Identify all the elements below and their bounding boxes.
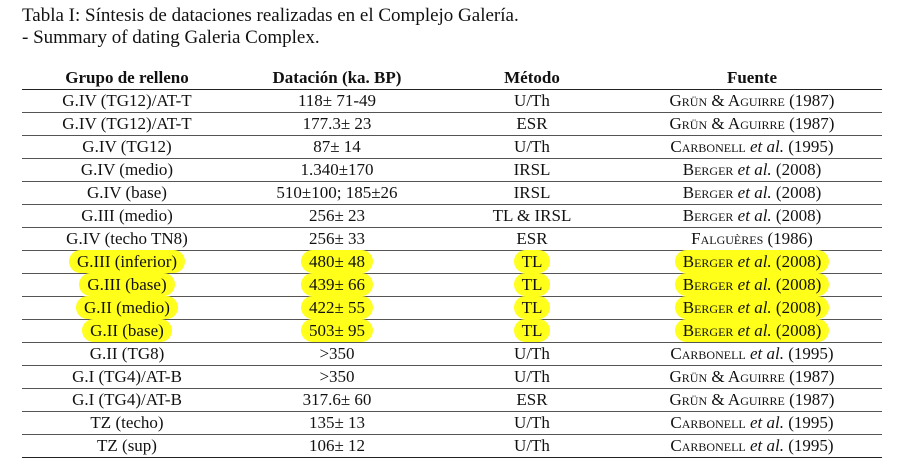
- fuente-etal: et al.: [737, 298, 772, 317]
- grupo-value: G.I (TG4)/AT-B: [72, 367, 182, 386]
- fuente-year: (1987): [784, 390, 835, 409]
- grupo-value: TZ (techo): [90, 413, 164, 432]
- fuente-year: (1995): [784, 137, 834, 156]
- table-row: [22, 182, 882, 205]
- fuente-year: (2008): [771, 321, 822, 340]
- fuente-year: (2008): [771, 298, 822, 317]
- grupo-value: G.IV (base): [87, 183, 167, 202]
- fuente-author: Grün & Aguirre: [669, 114, 785, 133]
- fuente-author: Berger: [682, 183, 738, 202]
- fuente-etal: et al.: [737, 275, 772, 294]
- fuente-cell: [622, 274, 882, 297]
- grupo-cell: [22, 136, 232, 159]
- metodo-cell: [442, 412, 622, 435]
- grupo-value: G.I (TG4)/AT-B: [72, 390, 182, 409]
- metodo-cell: [442, 159, 622, 182]
- grupo-cell: [22, 228, 232, 251]
- datacion-cell: [232, 343, 442, 366]
- datacion-cell: [232, 412, 442, 435]
- fuente-cell: [622, 389, 882, 412]
- datacion-cell: [232, 320, 442, 343]
- fuente-value: [670, 91, 835, 110]
- fuente-cell: [622, 412, 882, 435]
- table-row: [22, 297, 882, 320]
- fuente-etal: et al.: [750, 344, 784, 363]
- table-row: [22, 159, 882, 182]
- metodo-cell: [442, 251, 622, 274]
- datacion-value: 503± 95: [303, 321, 371, 340]
- fuente-value: [670, 390, 835, 409]
- table-row: [22, 389, 882, 412]
- metodo-cell: [442, 182, 622, 205]
- grupo-cell: [22, 320, 232, 343]
- metodo-cell: [442, 435, 622, 458]
- datacion-cell: [232, 136, 442, 159]
- fuente-etal: et al.: [737, 321, 772, 340]
- fuente-year: (2008): [771, 160, 822, 179]
- fuente-year: (1995): [784, 436, 834, 455]
- fuente-etal: et al.: [737, 160, 772, 179]
- fuente-etal: et al.: [750, 137, 784, 156]
- fuente-author: Carbonell: [670, 344, 750, 363]
- fuente-etal: et al.: [737, 206, 772, 225]
- fuente-cell: [622, 366, 882, 389]
- metodo-cell: [442, 205, 622, 228]
- fuente-author: Falguères: [691, 229, 764, 248]
- fuente-cell: [622, 435, 882, 458]
- grupo-cell: [22, 412, 232, 435]
- fuente-author: Carbonell: [670, 137, 750, 156]
- fuente-value: [683, 183, 822, 202]
- grupo-cell: [22, 389, 232, 412]
- metodo-value: ESR: [516, 229, 548, 248]
- datacion-cell: [232, 366, 442, 389]
- grupo-cell: [22, 205, 232, 228]
- metodo-cell: [442, 297, 622, 320]
- metodo-value: IRSL: [513, 183, 551, 202]
- fuente-author: Berger: [682, 321, 738, 340]
- fuente-value: [677, 275, 828, 294]
- datacion-value: 87± 14: [313, 137, 361, 156]
- metodo-value: ESR: [516, 114, 548, 133]
- fuente-year: (1995): [784, 413, 834, 432]
- caption-spanish: Tabla I: Síntesis de dataciones realizadas en el Complejo Galería.: [22, 5, 519, 26]
- fuente-value: [670, 367, 835, 386]
- fuente-author: Grün & Aguirre: [669, 367, 785, 386]
- fuente-year: (2008): [771, 206, 822, 225]
- table-row: [22, 412, 882, 435]
- fuente-author: Carbonell: [670, 436, 750, 455]
- fuente-year: (1987): [784, 367, 835, 386]
- metodo-value: U/Th: [514, 367, 550, 386]
- header-row: [22, 66, 882, 90]
- table-caption: [22, 5, 519, 49]
- fuente-year: (2008): [771, 183, 822, 202]
- metodo-value: TL & IRSL: [492, 206, 572, 225]
- fuente-year: (2008): [771, 275, 822, 294]
- fuente-cell: [622, 251, 882, 274]
- metodo-cell: [442, 366, 622, 389]
- fuente-cell: [622, 205, 882, 228]
- table-body: [22, 90, 882, 458]
- grupo-cell: [22, 297, 232, 320]
- table-row: [22, 90, 882, 113]
- metodo-value: U/Th: [514, 344, 550, 363]
- metodo-value: U/Th: [514, 137, 550, 156]
- metodo-value: IRSL: [513, 160, 551, 179]
- fuente-author: Berger: [682, 160, 738, 179]
- grupo-cell: [22, 435, 232, 458]
- datacion-cell: [232, 113, 442, 136]
- fuente-author: Berger: [682, 275, 738, 294]
- table-row: [22, 343, 882, 366]
- table-row: [22, 113, 882, 136]
- fuente-value: [670, 436, 833, 455]
- datacion-cell: [232, 205, 442, 228]
- fuente-cell: [622, 297, 882, 320]
- datacion-cell: [232, 297, 442, 320]
- grupo-value: G.II (base): [84, 321, 170, 340]
- datacion-value: 439± 66: [303, 275, 371, 294]
- caption-english: - Summary of dating Galeria Complex.: [22, 27, 320, 48]
- header-grupo: Grupo de relleno: [22, 66, 232, 90]
- metodo-value: TL: [516, 298, 549, 317]
- datacion-value: >350: [319, 344, 355, 363]
- metodo-value: U/Th: [514, 91, 550, 110]
- grupo-cell: [22, 366, 232, 389]
- fuente-author: Grün & Aguirre: [669, 390, 785, 409]
- table-row: [22, 205, 882, 228]
- grupo-cell: [22, 90, 232, 113]
- metodo-cell: [442, 90, 622, 113]
- datacion-cell: [232, 228, 442, 251]
- grupo-value: G.II (TG8): [89, 344, 165, 363]
- fuente-cell: [622, 182, 882, 205]
- metodo-value: TL: [516, 275, 549, 294]
- grupo-value: G.III (inferior): [71, 252, 183, 271]
- table-row: [22, 274, 882, 297]
- metodo-value: TL: [516, 252, 549, 271]
- table-row: [22, 320, 882, 343]
- fuente-author: Berger: [682, 298, 738, 317]
- grupo-value: G.III (base): [81, 275, 172, 294]
- metodo-cell: [442, 113, 622, 136]
- fuente-cell: [622, 228, 882, 251]
- fuente-value: [677, 321, 828, 340]
- fuente-cell: [622, 343, 882, 366]
- grupo-cell: [22, 159, 232, 182]
- datacion-value: 256± 23: [308, 206, 366, 225]
- datacion-value: 177.3± 23: [302, 114, 372, 133]
- fuente-value: [683, 206, 822, 225]
- datacion-cell: [232, 435, 442, 458]
- grupo-cell: [22, 274, 232, 297]
- datacion-cell: [232, 389, 442, 412]
- grupo-value: G.III (medio): [81, 206, 173, 225]
- fuente-value: [670, 114, 835, 133]
- datacion-cell: [232, 274, 442, 297]
- metodo-cell: [442, 343, 622, 366]
- grupo-cell: [22, 113, 232, 136]
- table-row: [22, 251, 882, 274]
- datacion-value: 106± 12: [308, 436, 366, 455]
- datacion-value: 422± 55: [303, 298, 371, 317]
- metodo-value: ESR: [516, 390, 548, 409]
- fuente-year: (1995): [784, 344, 834, 363]
- fuente-year: (1987): [784, 91, 835, 110]
- grupo-value: G.II (medio): [78, 298, 176, 317]
- grupo-value: G.IV (TG12): [82, 137, 172, 156]
- grupo-cell: [22, 343, 232, 366]
- grupo-value: TZ (sup): [97, 436, 157, 455]
- metodo-cell: [442, 228, 622, 251]
- fuente-value: [670, 344, 833, 363]
- datacion-value: 510±100; 185±26: [276, 183, 398, 202]
- fuente-value: [677, 252, 828, 271]
- metodo-cell: [442, 274, 622, 297]
- fuente-value: [677, 298, 828, 317]
- datacion-value: >350: [319, 367, 355, 386]
- table-row: [22, 228, 882, 251]
- metodo-value: U/Th: [514, 413, 550, 432]
- fuente-value: [670, 137, 833, 156]
- fuente-author: Berger: [682, 206, 738, 225]
- grupo-value: G.IV (medio): [80, 160, 174, 179]
- header-metodo: Método: [442, 66, 622, 90]
- fuente-year: (1987): [784, 114, 835, 133]
- fuente-author: Berger: [682, 252, 738, 271]
- metodo-cell: [442, 320, 622, 343]
- fuente-cell: [622, 136, 882, 159]
- fuente-year: (2008): [771, 252, 822, 271]
- datacion-cell: [232, 182, 442, 205]
- datacion-cell: [232, 90, 442, 113]
- header-fuente: Fuente: [622, 66, 882, 90]
- fuente-cell: [622, 159, 882, 182]
- grupo-value: G.IV (TG12)/AT-T: [62, 91, 192, 110]
- fuente-value: [683, 160, 822, 179]
- table-row: [22, 366, 882, 389]
- fuente-cell: [622, 320, 882, 343]
- fuente-year: (1986): [763, 229, 813, 248]
- datacion-cell: [232, 251, 442, 274]
- metodo-value: U/Th: [514, 436, 550, 455]
- grupo-value: G.IV (techo TN8): [66, 229, 188, 248]
- header-datacion: Datación (ka. BP): [232, 66, 442, 90]
- grupo-value: G.IV (TG12)/AT-T: [62, 114, 192, 133]
- datacion-value: 480± 48: [303, 252, 371, 271]
- fuente-etal: et al.: [750, 413, 784, 432]
- fuente-value: [691, 229, 813, 248]
- datacion-value: 1.340±170: [300, 160, 374, 179]
- metodo-cell: [442, 136, 622, 159]
- grupo-cell: [22, 251, 232, 274]
- fuente-etal: et al.: [737, 183, 772, 202]
- fuente-value: [670, 413, 833, 432]
- datacion-value: 118± 71-49: [297, 91, 377, 110]
- datacion-value: 256± 33: [308, 229, 366, 248]
- fuente-author: Grün & Aguirre: [669, 91, 785, 110]
- table-row: [22, 136, 882, 159]
- datacion-value: 135± 13: [308, 413, 366, 432]
- datacion-cell: [232, 159, 442, 182]
- datacion-value: 317.6± 60: [302, 390, 372, 409]
- table-row: [22, 435, 882, 458]
- metodo-value: TL: [516, 321, 549, 340]
- fuente-author: Carbonell: [670, 413, 750, 432]
- grupo-cell: [22, 182, 232, 205]
- fuente-etal: et al.: [750, 436, 784, 455]
- fuente-cell: [622, 113, 882, 136]
- fuente-cell: [622, 90, 882, 113]
- dating-table: [22, 66, 882, 458]
- metodo-cell: [442, 389, 622, 412]
- fuente-etal: et al.: [737, 252, 772, 271]
